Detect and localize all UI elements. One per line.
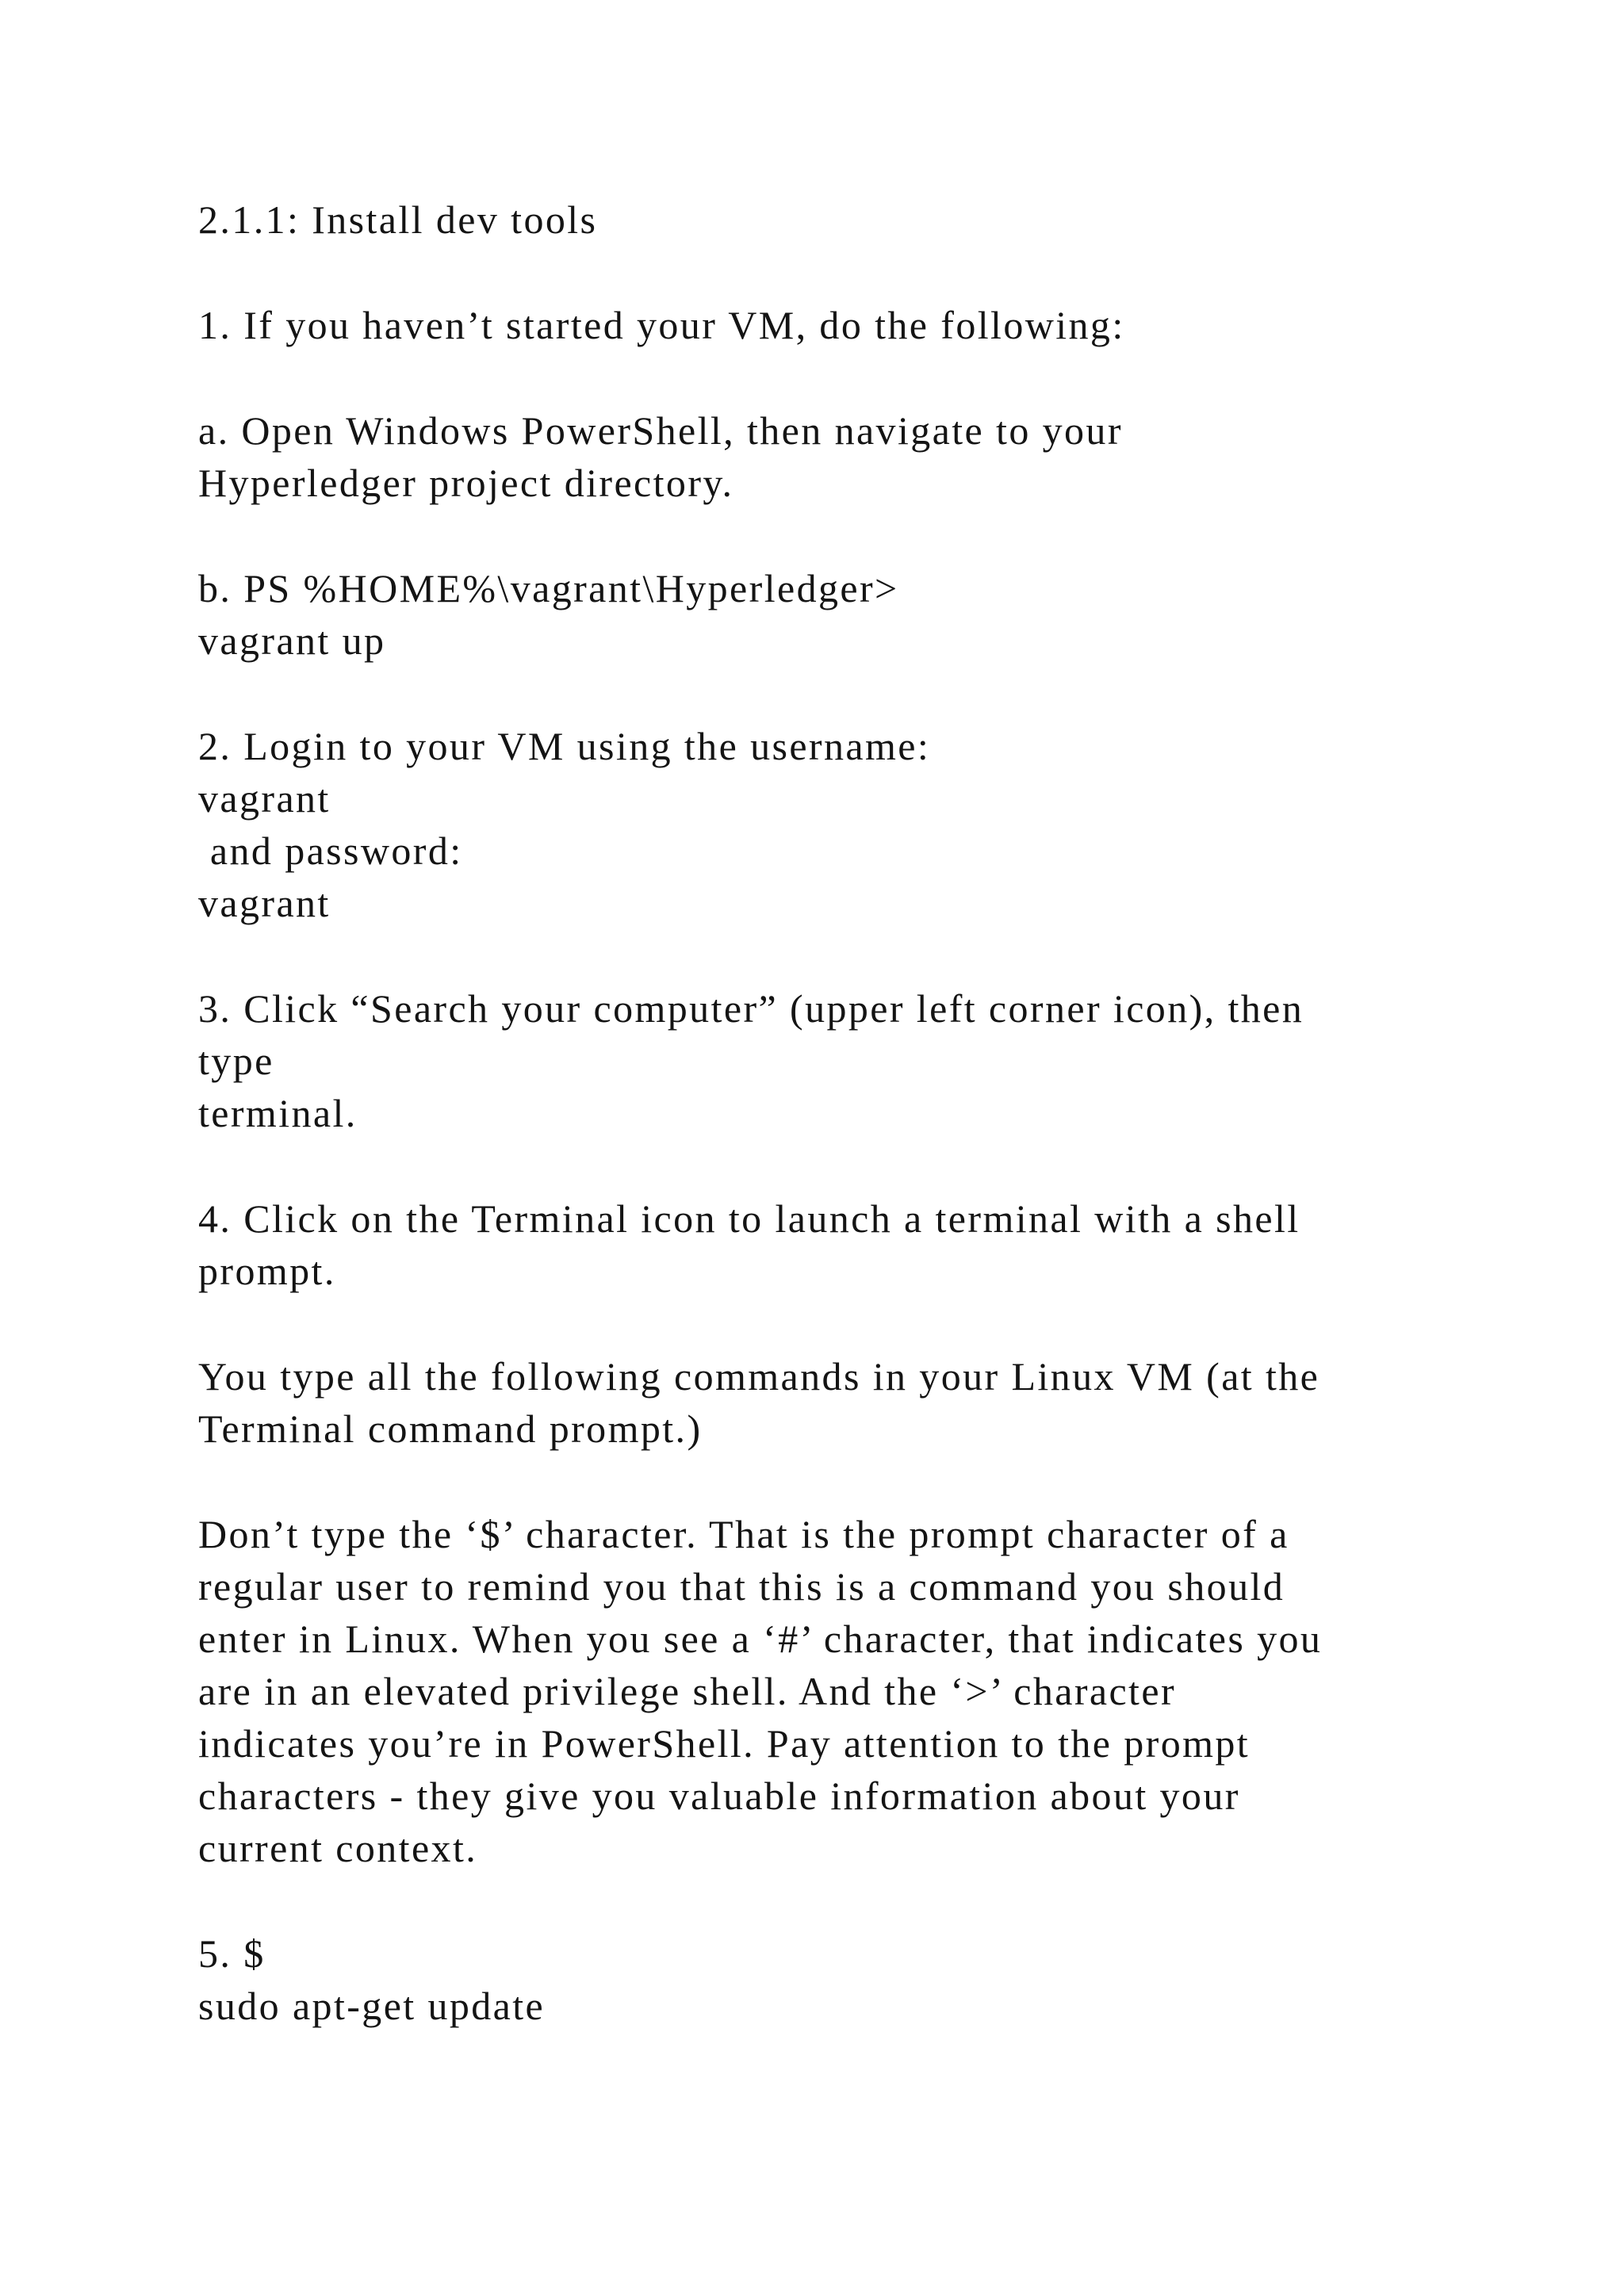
step-2-line-1: 2. Login to your VM using the username:	[198, 724, 931, 768]
step-2-password: vagrant	[198, 881, 331, 925]
step-4-line-1: 4. Click on the Terminal icon to launch a terminal with a shell	[198, 1196, 1300, 1241]
note-2-line-4: are in an elevated privilege shell. And the ‘>’ character	[198, 1669, 1176, 1713]
note-2-line-2: regular user to remind you that this is a command you should	[198, 1564, 1285, 1609]
step-4-line-2: prompt.	[198, 1249, 336, 1293]
note-1-line-1: You type all the following commands in your Linux VM (at the	[198, 1354, 1320, 1399]
step-5-prompt: 5. $	[198, 1931, 266, 1976]
step-5-command: sudo apt-get update	[198, 1984, 546, 2028]
step-1b-command: vagrant up	[198, 618, 386, 663]
note-2-line-6: characters - they give you valuable information about your	[198, 1774, 1240, 1818]
note-2-line-7: current context.	[198, 1826, 478, 1870]
note-2-line-3: enter in Linux. When you see a ‘#’ character, that indicates you	[198, 1617, 1323, 1661]
step-1b-line-1: b. PS %HOME%\vagrant\Hyperledger>	[198, 566, 899, 610]
step-1a-line-2: Hyperledger project directory.	[198, 461, 734, 505]
note-2-line-1: Don’t type the ‘$’ character. That is the prompt character of a	[198, 1512, 1289, 1556]
step-2-line-3: and password:	[198, 828, 463, 873]
step-3-line-1: 3. Click “Search your computer” (upper left corner icon), then	[198, 986, 1304, 1031]
step-1-text: 1. If you haven’t started your VM, do the following:	[198, 303, 1125, 347]
section-heading: 2.1.1: Install dev tools	[198, 197, 598, 242]
step-1a-line-1: a. Open Windows PowerShell, then navigate to your	[198, 408, 1123, 453]
step-2-username: vagrant	[198, 776, 331, 821]
step-3-line-2: type	[198, 1039, 274, 1083]
note-1-line-2: Terminal command prompt.)	[198, 1406, 703, 1451]
note-2-line-5: indicates you’re in PowerShell. Pay attention to the prompt	[198, 1721, 1251, 1766]
step-3-line-3: terminal.	[198, 1091, 358, 1135]
